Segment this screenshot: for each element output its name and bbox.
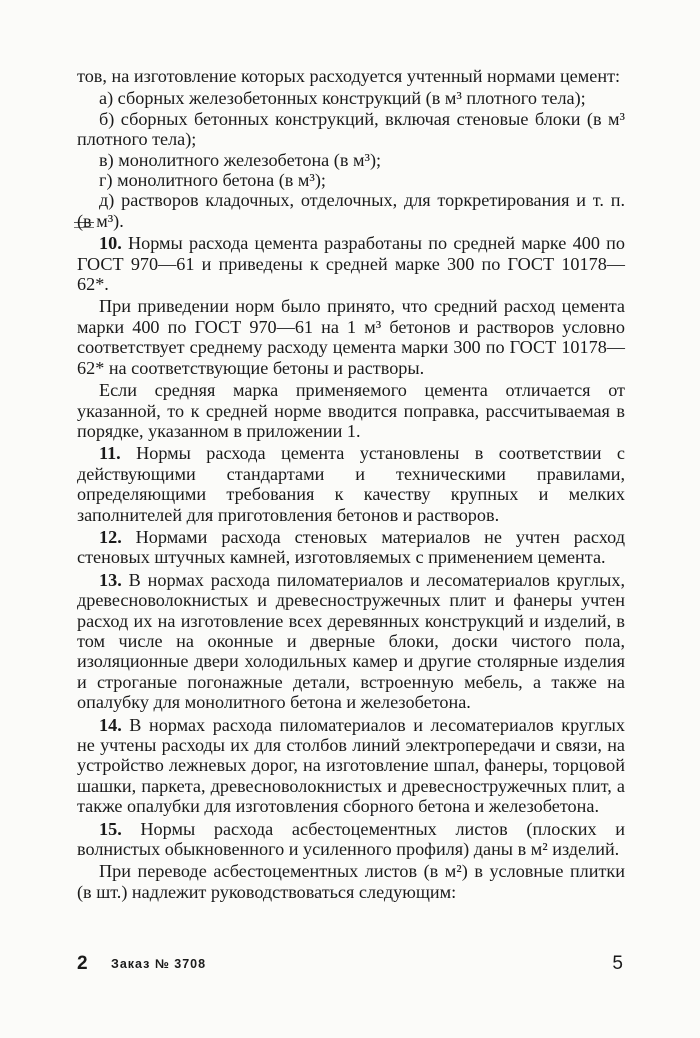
paragraph — [77, 715, 625, 817]
paragraph — [77, 296, 625, 378]
paragraph-text: Если средняя марка применяемого цемента отличается от указанной, то к средней норме вводится поправка, рассчитываемая в порядке, указанном в приложении 1. — [77, 380, 625, 441]
clause-number: 14. — [99, 714, 122, 735]
paragraph-text: В нормах расхода пиломатериалов и лесоматериалов круглых не учтены расходы их для столбов линий электропередачи и связи, на устройство лежневых дорог, на изготовление шпал, фанеры, торцовой шашки, паркета, древесноволокнистых и древесностружечных плит, а также опалубки для изготовления сборного бетона и железобетона. — [77, 714, 625, 817]
clause-number: 11. — [99, 443, 121, 464]
paragraph — [77, 88, 625, 108]
paragraph-text: Нормами расхода стеновых материалов не учтен расход стеновых штучных камней, изготовляемых с применением цемента. — [77, 526, 625, 568]
paragraph-text: д) растворов кладочных, отделочных, для торкретирования и т. п. (в м³). — [77, 190, 625, 231]
paragraph — [77, 190, 625, 231]
paragraph-text: г) монолитного бетона (в м³); — [99, 170, 326, 191]
paragraph-text: При переводе асбестоцементных листов (в м²) в условные плитки (в шт.) надлежит руководствоваться следующим: — [77, 861, 625, 902]
paragraph — [77, 570, 625, 713]
clause-number: 13. — [99, 569, 122, 590]
signature-number: 2 — [77, 953, 88, 974]
paragraph-text: При приведении норм было принято, что средний расход цемента марки 400 по ГОСТ 970—61 на 1 м³ бетонов и растворов условно соответствует среднему расходу цемента марки 300 по ГОСТ 10178—62* на соответствующие бетоны и растворы. — [77, 296, 625, 378]
paragraph — [77, 170, 625, 190]
paragraph-text: Нормы расхода цемента разработаны по средней марке 400 по ГОСТ 970—61 и приведены к средней марке 300 по ГОСТ 10178—62*. — [77, 233, 625, 295]
paragraph-text: б) сборных бетонных конструкций, включая стеновые блоки (в м³ плотного тела); — [77, 108, 625, 150]
paragraph — [77, 150, 625, 170]
clause-number: 15. — [99, 818, 122, 839]
order-label: Заказ № 3708 — [111, 957, 207, 971]
clause-number: 10. — [99, 233, 122, 254]
paragraph — [77, 819, 625, 860]
clause-number: 12. — [99, 526, 122, 547]
paragraph — [77, 861, 625, 902]
paragraph-text: Нормы расхода цемента установлены в соответствии с действующими стандартами и техническими правилами, определяющими требования к качеству крупных и мелких заполнителей для приготовления бетонов и растворов. — [77, 443, 625, 525]
paragraph — [77, 527, 625, 568]
paragraph — [77, 66, 625, 86]
paragraph-text: Нормы расхода асбестоцементных листов (плоских и волнистых обыкновенного и усиленного профиля) даны в м² изделий. — [77, 818, 625, 860]
paragraph-text: В нормах расхода пиломатериалов и лесоматериалов круглых, древесноволокнистых и древесностружечных плит и фанеры учтен расход их на изготовление всех деревянных конструкций и изделий, в том числе на оконные и дверные блоки, доски чистого пола, изоляционные двери холодильных камер и другие столярные изделия и строганые погонажные детали, встроенную мебель, а также на опалубку для монолитного бетона и железобетона. — [77, 569, 625, 713]
paragraph — [77, 233, 625, 294]
paragraph — [77, 443, 625, 525]
paragraph-text: тов, на изготовление которых расходуется учтенный нормами цемент: — [77, 66, 621, 86]
page-number: 5 — [612, 953, 623, 974]
body-text — [77, 66, 625, 902]
page-footer — [77, 953, 625, 977]
paragraph-text: а) сборных железобетонных конструкций (в м³ плотного тела); — [99, 88, 586, 109]
paragraph — [77, 109, 625, 150]
paragraph — [77, 380, 625, 441]
paragraph-text: в) монолитного железобетона (в м³); — [99, 149, 382, 170]
